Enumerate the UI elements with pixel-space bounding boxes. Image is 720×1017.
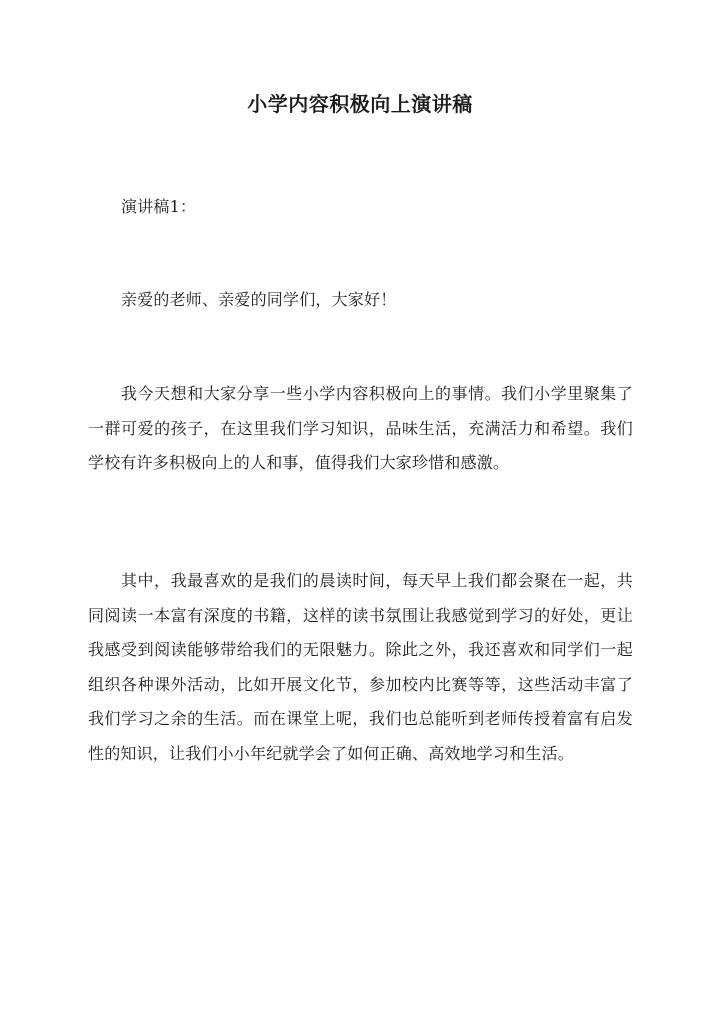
speech-label-paragraph: 演讲稿1： [121,197,197,216]
greeting-paragraph: 亲爱的老师、亲爱的同学们，大家好！ [121,290,397,309]
body-paragraph: 其中，我最喜欢的是我们的晨读时间，每天早上我们都会聚在一起，共同阅读一本富有深度的书籍，这样的读书氛围让我感觉到学习的好处，更让我感受到阅读能够带给我们的无限魅力。除此之外，我还喜欢和同学们一起组织各种课外活动，比如开展文化节，参加校内比赛等等，这些活动丰富了我们学习之余的生活。而在课堂上呢，我们也总能听到老师传授着富有启发性的知识，让我们小小年纪就学会了如何正确、高效地学习和生活。 [88,571,633,763]
document-title: 小学内容积极向上演讲稿 [247,92,473,116]
intro-paragraph: 我今天想和大家分享一些小学内容积极向上的事情。我们小学里聚集了一群可爱的孩子，在这里我们学习知识，品味生活，充满活力和希望。我们学校有许多积极向上的人和事，值得我们大家珍惜和感激。 [88,384,633,472]
